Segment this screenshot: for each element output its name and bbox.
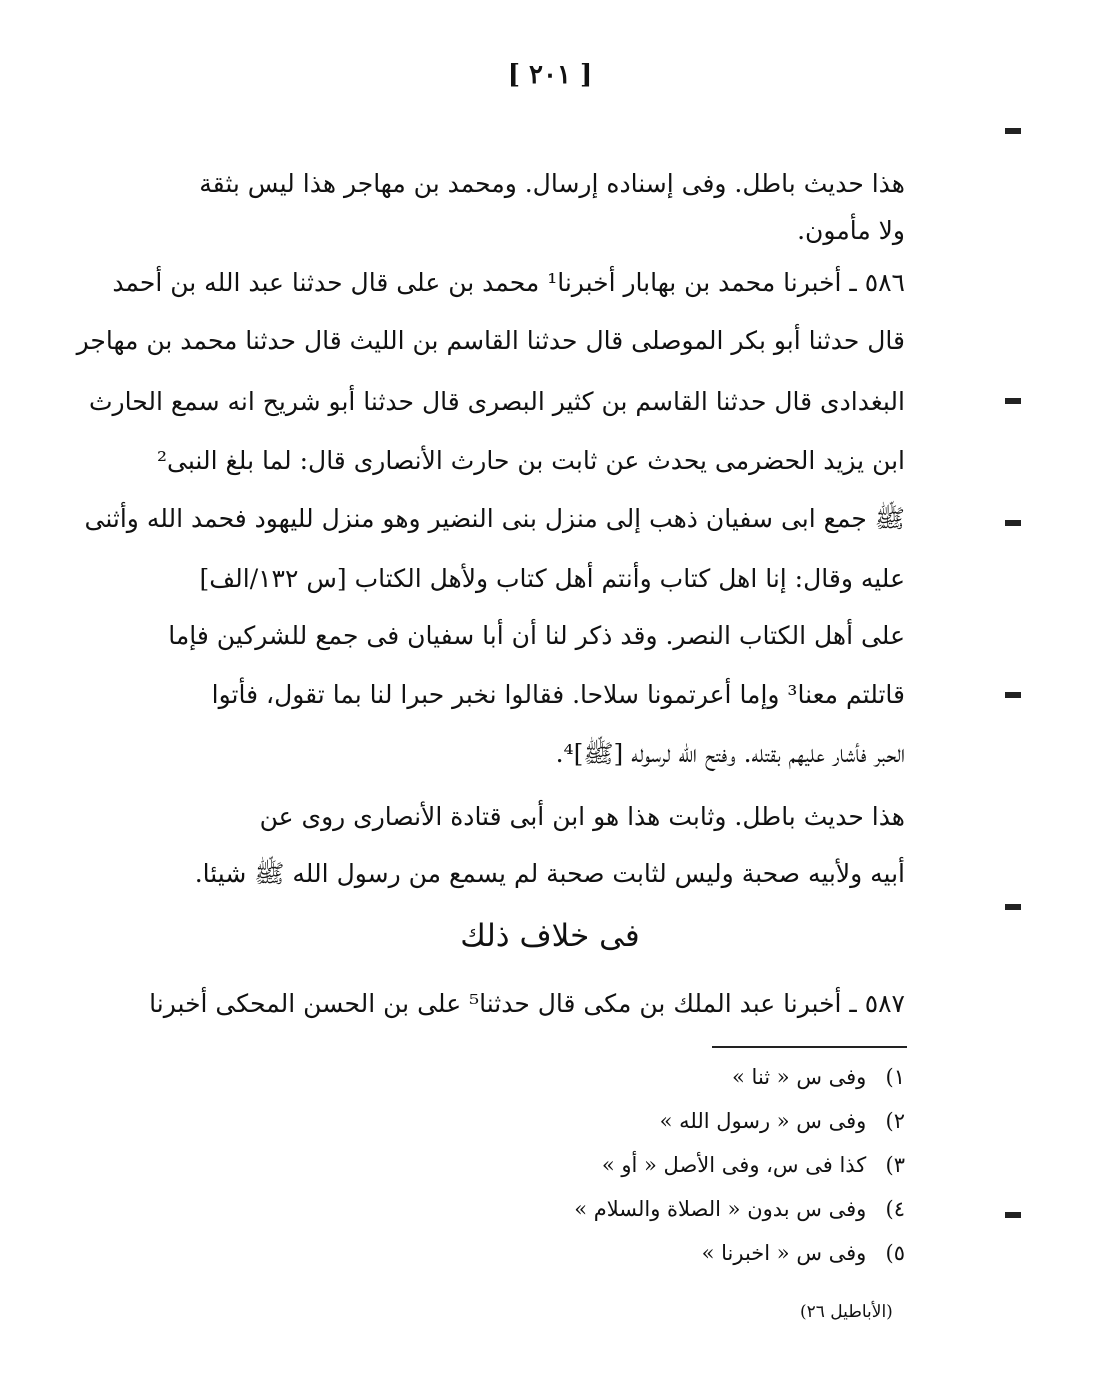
footnote-text: وفى س « رسول الله » <box>659 1109 867 1133</box>
footnote-text: كذا فى س، وفى الأصل « أو » <box>601 1153 867 1177</box>
footnote-number: ٥) <box>885 1241 905 1265</box>
footnote-1 <box>732 1062 905 1092</box>
body-line-11: الحبر فأشار عليهم بقتله. وفتح الله لرسوله [ﷺ]⁴. <box>555 739 905 768</box>
footnote-separator <box>712 1046 907 1048</box>
scan-edge-mark <box>1005 692 1021 698</box>
body-line-13: أبيه ولأبيه صحبة وليس لثابت صحبة لم يسمع من رسول الله ﷺ شيئا. <box>194 859 905 888</box>
body-line-5: البغدادى قال حدثنا القاسم بن كثير البصرى قال حدثنا أبو شريح انه سمع الحارث <box>88 387 905 416</box>
scan-edge-mark <box>1005 904 1021 910</box>
body-line-3: ٥٨٦ ـ أخبرنا محمد بن بهابار أخبرنا¹ محمد بن على قال حدثنا عبد الله بن أحمد <box>112 268 905 297</box>
scan-edge-mark <box>1005 1212 1021 1218</box>
footnote-5 <box>702 1238 905 1268</box>
body-line-12: هذا حديث باطل. وثابت هذا هو ابن أبى قتادة الأنصارى روى عن <box>259 802 905 831</box>
footnote-number: ١) <box>885 1065 905 1089</box>
footnote-3 <box>602 1150 905 1180</box>
footnote-text: وفى س « اخبرنا » <box>701 1241 867 1265</box>
body-line-8: عليه وقال: إنا اهل كتاب وأنتم أهل كتاب ولأهل الكتاب [س ١٣٢/الف] <box>199 564 905 593</box>
signature-footer: (الأباطيل ٢٦) <box>800 1302 893 1322</box>
scan-edge-mark <box>1005 128 1021 134</box>
footnote-number: ٤) <box>885 1197 905 1221</box>
body-line-9: على أهل الكتاب النصر. وقد ذكر لنا أن أبا سفيان فى جمع للشركين فإما <box>168 621 905 650</box>
body-line-4: قال حدثنا أبو بكر الموصلى قال حدثنا القاسم بن الليث قال حدثنا محمد بن مهاجر <box>76 326 905 355</box>
page-number: [ ٢٠١ ] <box>507 60 593 90</box>
section-heading: فى خلاف ذلك <box>460 918 640 954</box>
body-line-2: ولا مأمون. <box>797 216 905 245</box>
body-line-7: ﷺ جمع ابى سفيان ذهب إلى منزل بنى النضير وهو منزل لليهود فحمد الله وأثنى <box>84 504 905 533</box>
footnote-text: وفى س « ثنا » <box>732 1065 867 1089</box>
body-line-14: ٥٨٧ ـ أخبرنا عبد الملك بن مكى قال حدثنا⁵ على بن الحسن المحكى أخبرنا <box>149 989 905 1018</box>
footnote-4 <box>574 1194 905 1224</box>
body-line-6: ابن يزيد الحضرمى يحدث عن ثابت بن حارث الأنصارى قال: لما بلغ النبى² <box>157 446 905 475</box>
body-line-1: هذا حديث باطل. وفى إسناده إرسال. ومحمد بن مهاجر هذا ليس بثقة <box>199 169 905 198</box>
footnote-text: وفى س بدون « الصلاة والسلام » <box>574 1197 867 1221</box>
body-line-10: قاتلتم معنا³ وإما أعرتمونا سلاحا. فقالوا نخبر حبرا لنا بما تقول، فأتوا <box>211 680 905 709</box>
footnote-number: ٣) <box>885 1153 905 1177</box>
footnote-number: ٢) <box>885 1109 905 1133</box>
footnote-2 <box>660 1106 905 1136</box>
scan-edge-mark <box>1005 520 1021 526</box>
scan-edge-mark <box>1005 398 1021 404</box>
